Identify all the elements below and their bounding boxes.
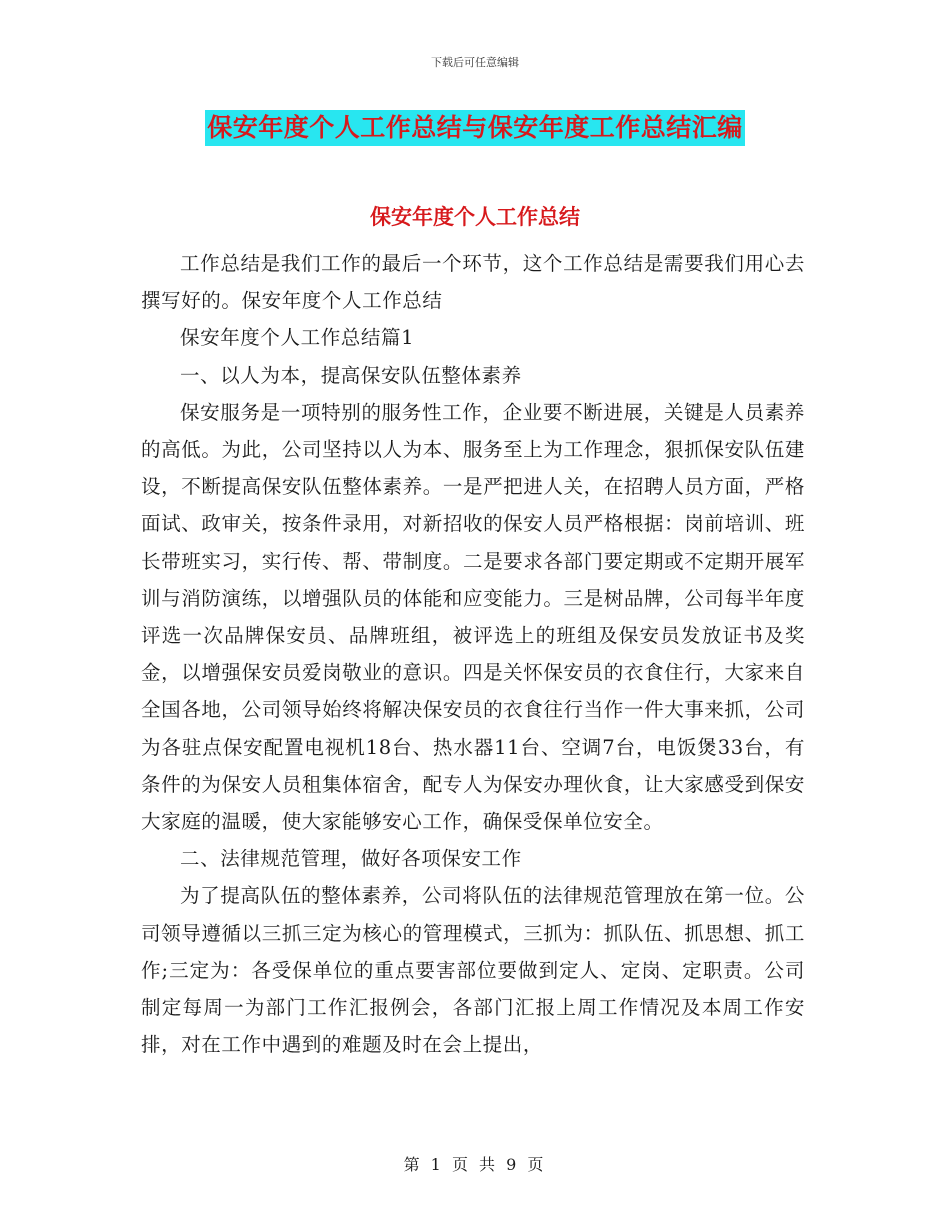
main-title-container: [0, 110, 950, 146]
main-title: 保安年度个人工作总结与保安年度工作总结汇编: [205, 110, 745, 146]
page-number: 第 1 页 共 9 页: [403, 1155, 547, 1174]
section-title: 保安年度个人工作总结: [370, 204, 580, 229]
document-body: [141, 245, 805, 1063]
header-note: 下载后可任意编辑: [431, 56, 519, 69]
paragraph-intro: 工作总结是我们工作的最后一个环节，这个工作总结是需要我们用心去撰写好的。保安年度个人工作总结: [141, 252, 805, 313]
paragraph-section2-body: 为了提高队伍的整体素养，公司将队伍的法律规范管理放在第一位。公司领导遵循以三抓三定为核心的管理模式，三抓为：抓队伍、抓思想、抓工作;三定为：各受保单位的重点要害部位要做到定人、定岗、定职责。公司制定每周一为部门工作汇报例会，各部门汇报上周工作情况及本周工作安排，对在工作中遇到的难题及时在会上提出，: [141, 884, 805, 1057]
paragraph-section1-body: 保安服务是一项特别的服务性工作，企业要不断进展，关键是人员素养的高低。为此，公司坚持以人为本、服务至上为工作理念，狠抓保安队伍建设，不断提高保安队伍整体素养。一是严把进人关，在招聘人员方面，严格面试、政审关，按条件录用，对新招收的保安人员严格根据：岗前培训、班长带班实习，实行传、帮、带制度。二是要求各部门要定期或不定期开展军训与消防演练，以增强队员的体能和应变能力。三是树品牌，公司每半年度评选一次品牌保安员、品牌班组，被评选上的班组及保安员发放证书及奖金，以增强保安员爱岗敬业的意识。四是关怀保安员的衣食住行，大家来自全国各地，公司领导始终将解决保安员的衣食往行当作一件大事来抓，公司为各驻点保安配置电视机18台、热水器11台、空调7台，电饭煲33台，有条件的为保安人员租集体宿舍，配专人为保安办理伙食，让大家感受到保安大家庭的温暖，使大家能够安心工作，确保受保单位安全。: [141, 400, 805, 834]
paragraph-heading-section1: 一、以人为本，提高保安队伍整体素养: [180, 363, 522, 387]
paragraph-heading-section2: 二、法律规范管理，做好各项保安工作: [180, 847, 522, 871]
paragraph-heading-part1: 保安年度个人工作总结篇1: [180, 326, 415, 350]
